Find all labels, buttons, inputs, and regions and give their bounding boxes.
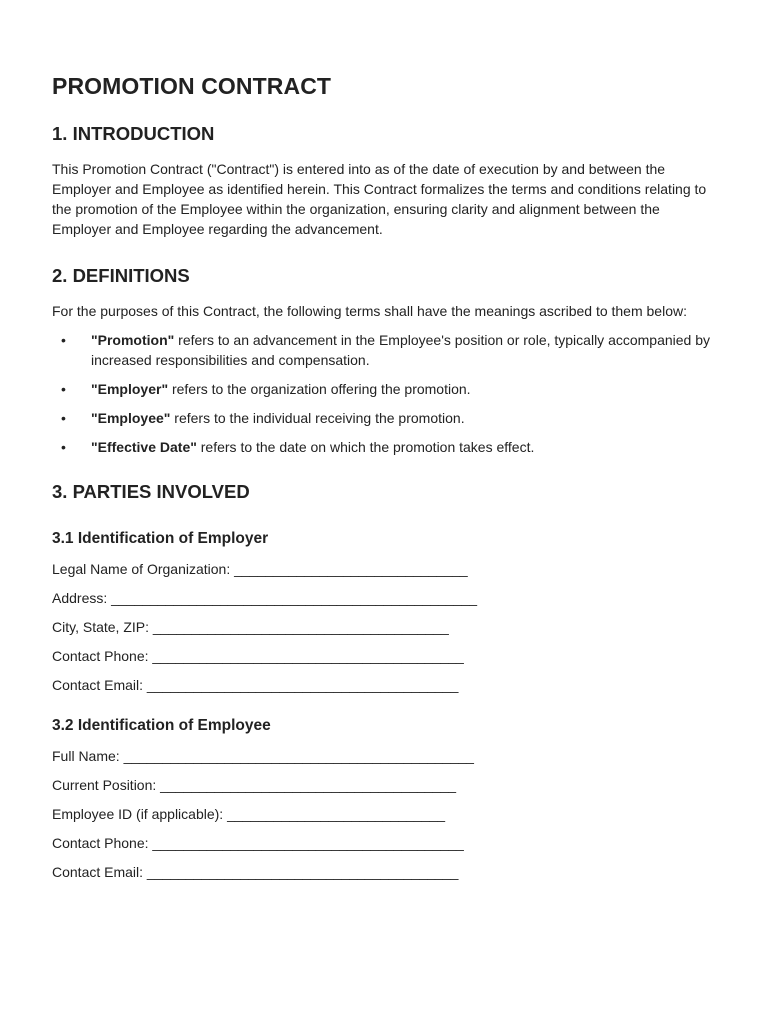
bullet-icon: • bbox=[61, 332, 66, 348]
definition-term: "Promotion" bbox=[91, 332, 175, 348]
bullet-icon: • bbox=[61, 381, 66, 397]
introduction-paragraph: This Promotion Contract ("Contract") is entered into as of the date of execution by and between the Employer and Employee as identified herein. This Contract formalizes the terms and conditions relating to the promotion of the Employee within the organization, ensuring clarity and alignment between the Employer and Employee regarding the advancement. bbox=[52, 161, 707, 237]
definition-item-employer bbox=[61, 379, 718, 399]
employee-contact-phone-field: Contact Phone: ________________________________________ bbox=[52, 835, 464, 851]
employee-id-field: Employee ID (if applicable): ____________________________ bbox=[52, 806, 446, 822]
definition-text: refers to the organization offering the promotion. bbox=[168, 381, 471, 397]
section-heading-definitions: 2. DEFINITIONS bbox=[52, 265, 190, 286]
employer-contact-phone-field: Contact Phone: ________________________________________ bbox=[52, 648, 464, 664]
employer-city-state-zip-field: City, State, ZIP: ______________________________________ bbox=[52, 619, 449, 635]
employee-full-name-field: Full Name: _____________________________________________ bbox=[52, 748, 474, 764]
bullet-icon: • bbox=[61, 410, 66, 426]
document-title: PROMOTION CONTRACT bbox=[52, 73, 332, 99]
employer-address-field: Address: _______________________________________________ bbox=[52, 590, 478, 606]
definitions-list bbox=[52, 330, 718, 457]
definitions-intro-paragraph: For the purposes of this Contract, the following terms shall have the meanings ascribed to them below: bbox=[52, 303, 687, 319]
employee-contact-email-field: Contact Email: ________________________________________ bbox=[52, 864, 459, 880]
definition-text: refers to an advancement in the Employee's position or role, typically accompanied by increased responsibilities and compensation. bbox=[91, 332, 711, 368]
definition-term: "Employer" bbox=[91, 381, 169, 397]
definition-term: "Effective Date" bbox=[91, 439, 197, 455]
definition-item-employee bbox=[61, 408, 718, 428]
employer-contact-email-field: Contact Email: ________________________________________ bbox=[52, 677, 459, 693]
definition-term: "Employee" bbox=[91, 410, 171, 426]
employee-fields bbox=[52, 746, 718, 882]
definition-text: refers to the date on which the promotion takes effect. bbox=[196, 439, 535, 455]
bullet-icon: • bbox=[61, 439, 66, 455]
employer-legal-name-field: Legal Name of Organization: ______________________________ bbox=[52, 561, 468, 577]
definition-item-promotion bbox=[61, 330, 718, 370]
section-heading-parties: 3. PARTIES INVOLVED bbox=[52, 481, 250, 502]
employee-current-position-field: Current Position: ______________________________________ bbox=[52, 777, 457, 793]
subsection-heading-employer: 3.1 Identification of Employer bbox=[52, 530, 269, 547]
definition-item-effective-date bbox=[61, 437, 718, 457]
employer-fields bbox=[52, 559, 718, 695]
section-heading-introduction: 1. INTRODUCTION bbox=[52, 123, 215, 144]
subsection-heading-employee: 3.2 Identification of Employee bbox=[52, 717, 271, 734]
definition-text: refers to the individual receiving the promotion. bbox=[170, 410, 465, 426]
